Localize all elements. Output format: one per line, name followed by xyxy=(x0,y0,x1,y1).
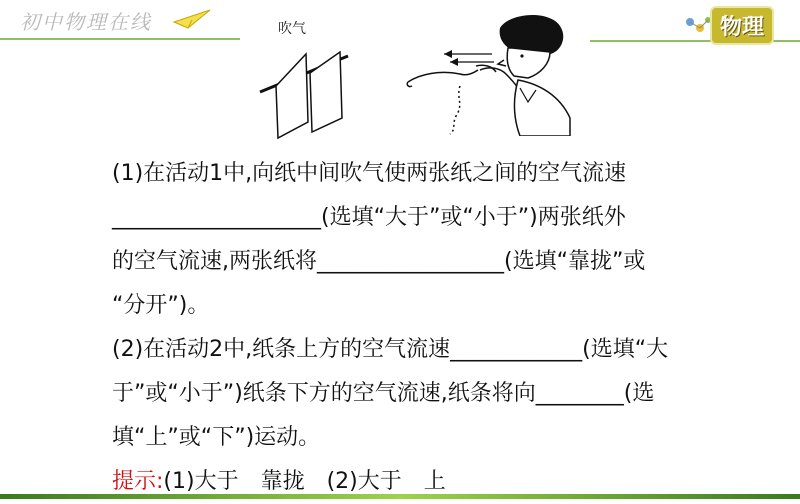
question-line: “分开”)。 xyxy=(112,293,210,318)
question-line: 于”或“小于”)纸条下方的空气流速,纸条将向________(选 xyxy=(112,381,655,406)
question-line: 的空气流速,两张纸将_________________(选填“靠拢”或 xyxy=(112,249,646,274)
header-brand-area xyxy=(0,0,240,38)
boy-blowing-illustration xyxy=(400,8,580,136)
header-divider-left xyxy=(0,38,240,40)
subject-badge: 物理 xyxy=(710,6,774,45)
hint-label: 提示: xyxy=(112,469,164,494)
paper-sheets-illustration xyxy=(258,40,358,140)
question-line: ___________________(选填“大于”或“小于”)两张纸外 xyxy=(112,205,626,230)
question-text xyxy=(112,152,772,504)
bottom-decor-bar xyxy=(0,494,800,499)
paper-plane-icon xyxy=(172,8,212,30)
question-line: (2)在活动2中,纸条上方的空气流速____________(选填“大 xyxy=(112,337,669,362)
subject-badge-area xyxy=(684,4,796,38)
figure-label: 吹气 xyxy=(278,21,306,37)
question-line: 填“上”或“下”)运动。 xyxy=(112,425,321,450)
question-line: (1)在活动1中,向纸中间吹气使两张纸之间的空气流速 xyxy=(112,161,627,186)
hint-answer: (1)大于 靠拢 (2)大于 上 xyxy=(163,469,446,494)
brand-title: 初中物理在线 xyxy=(20,10,152,34)
